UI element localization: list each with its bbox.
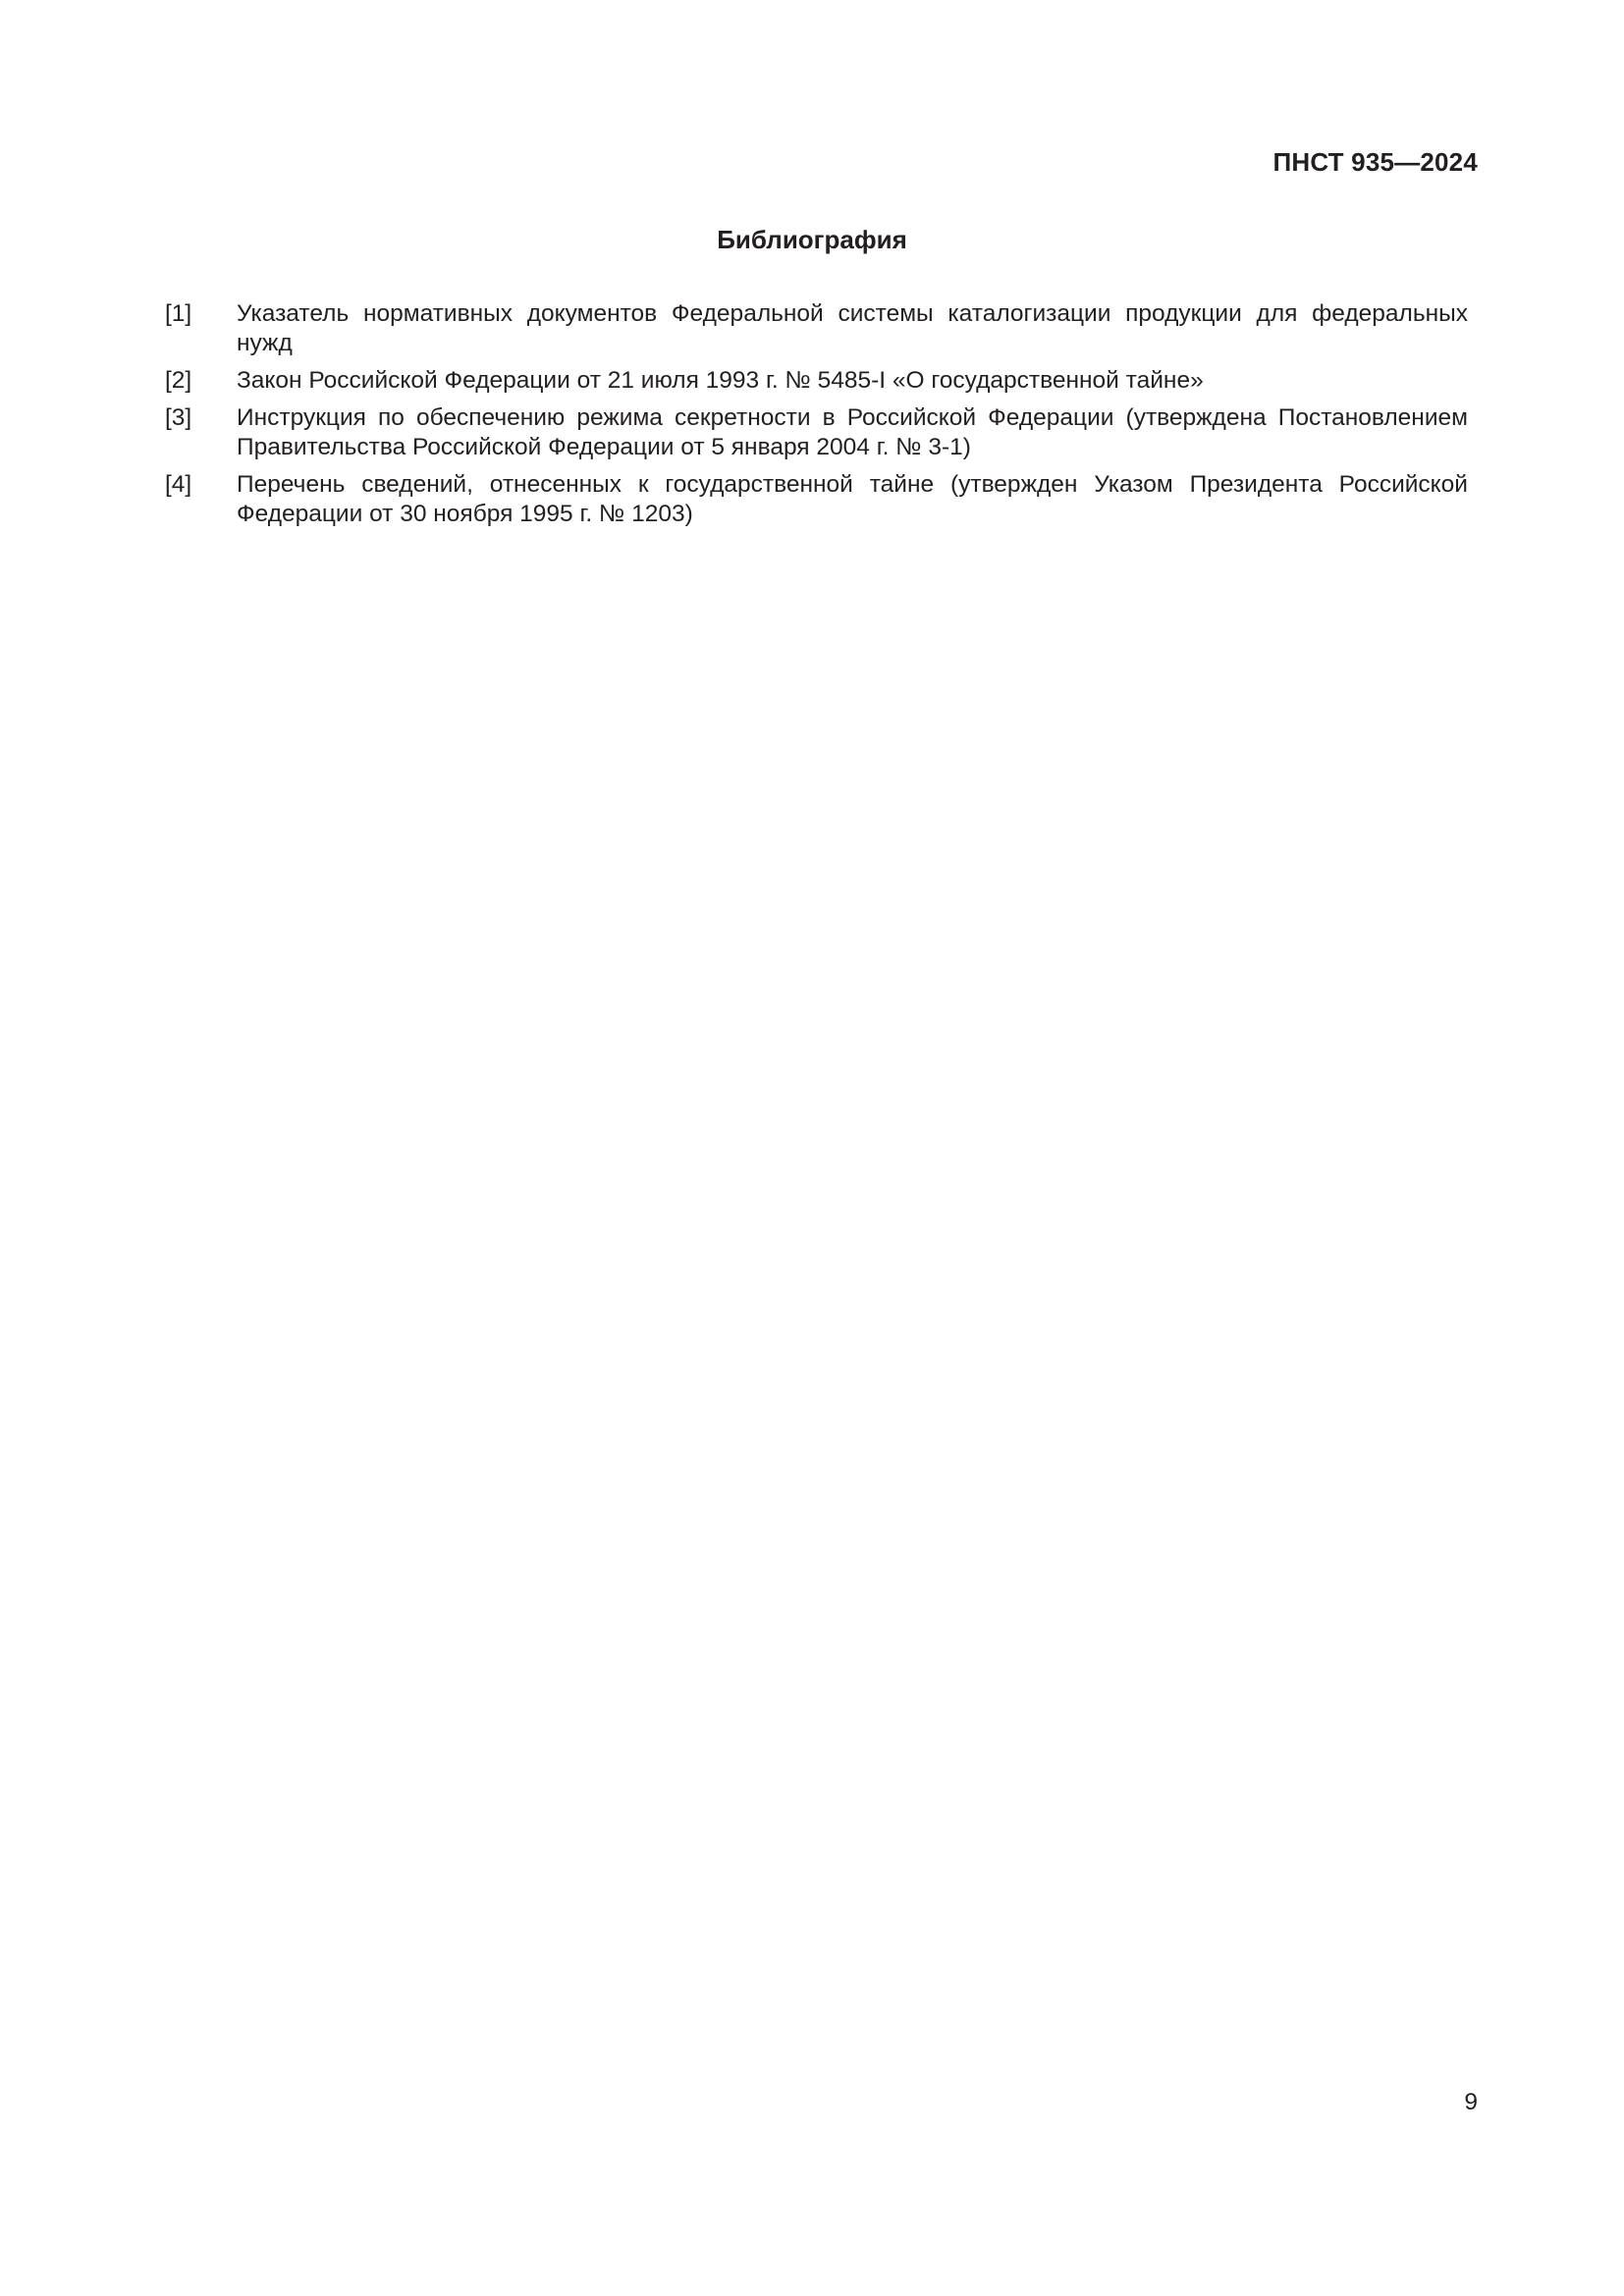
bibliography-item-number: [3]: [165, 404, 192, 431]
bibliography-item-number: [4]: [165, 471, 192, 498]
bibliography-item-text: Закон Российской Федерации от 21 июля 1993 г. № 5485-I «О государственной тайне»: [237, 367, 1204, 394]
bibliography-item: [165, 470, 1468, 529]
bibliography-list: [165, 299, 1468, 537]
page-number: 9: [1464, 2089, 1478, 2115]
document-code: ПНСТ 935—2024: [1272, 147, 1478, 177]
bibliography-item-text: Инструкция по обеспечению режима секретности в Российской Федерации (утверждена Постановлением Правительства Российской Федерации от 5 января 2004 г. № 3-1): [237, 404, 1468, 460]
bibliography-item-number: [1]: [165, 300, 192, 327]
section-title: Библиография: [717, 225, 907, 254]
bibliography-item: [165, 366, 1468, 396]
bibliography-item: [165, 299, 1468, 358]
bibliography-item-text: Указатель нормативных документов Федеральной системы каталогизации продукции для федеральных нужд: [237, 300, 1468, 356]
bibliography-item-text: Перечень сведений, отнесенных к государственной тайне (утвержден Указом Президента Российской Федерации от 30 ноября 1995 г. № 1203): [237, 471, 1468, 527]
bibliography-item-number: [2]: [165, 367, 192, 394]
bibliography-item: [165, 403, 1468, 462]
